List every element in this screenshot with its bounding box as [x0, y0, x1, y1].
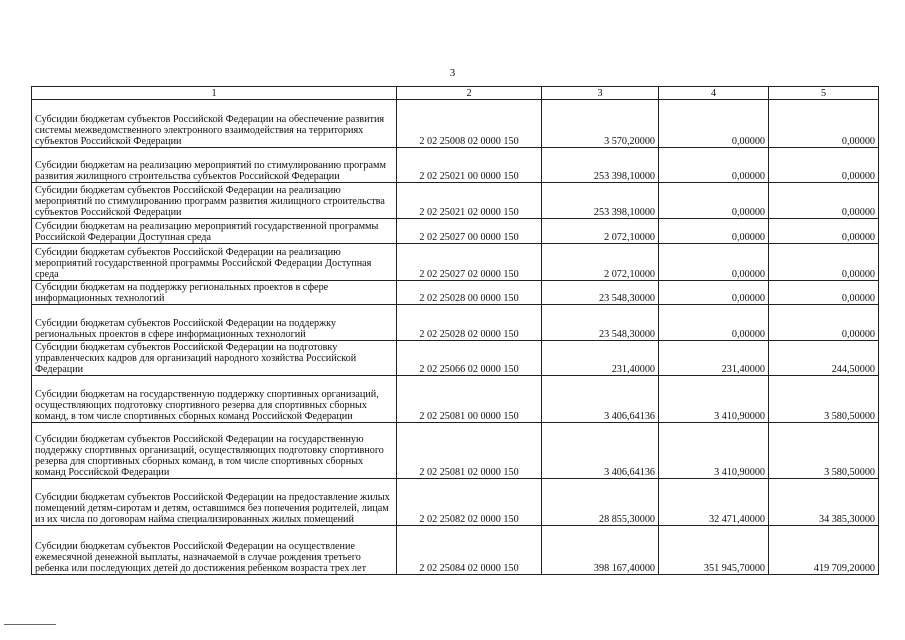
amount-col3-cell: 3 406,64136 [542, 376, 659, 423]
subsidy-name-cell: Субсидии бюджетам субъектов Российской Федерации на поддержку региональных проектов в сфере информационных технологий [32, 305, 397, 341]
amount-col5-cell: 0,00000 [769, 281, 879, 305]
table-row [32, 479, 879, 526]
amount-col4-cell: 0,00000 [659, 219, 769, 244]
amount-col4-cell: 351 945,70000 [659, 526, 769, 575]
budget-table [31, 86, 879, 575]
subsidy-name-cell: Субсидии бюджетам субъектов Российской Федерации на реализацию мероприятий по стимулированию программ развития жилищного строительства субъектов Российской Федерации [32, 183, 397, 219]
column-header: 4 [659, 87, 769, 100]
amount-col4-cell: 3 410,90000 [659, 376, 769, 423]
subsidy-name-cell: Субсидии бюджетам на реализацию мероприятий по стимулированию программ развития жилищного строительства субъектов Российской Федерации [32, 148, 397, 183]
amount-col5-cell: 0,00000 [769, 148, 879, 183]
amount-col5-cell: 0,00000 [769, 183, 879, 219]
amount-col5-cell: 419 709,20000 [769, 526, 879, 575]
budget-code-cell: 2 02 25028 02 0000 150 [397, 305, 542, 341]
subsidy-name-cell: Субсидии бюджетам субъектов Российской Федерации на обеспечение развития системы межведомственного электронного взаимодействия на территориях субъектов Российской Федерации [32, 100, 397, 148]
amount-col4-cell: 0,00000 [659, 100, 769, 148]
amount-col3-cell: 398 167,40000 [542, 526, 659, 575]
amount-col5-cell: 3 580,50000 [769, 423, 879, 479]
budget-code-cell: 2 02 25027 00 0000 150 [397, 219, 542, 244]
amount-col4-cell: 0,00000 [659, 183, 769, 219]
subsidy-name-cell: Субсидии бюджетам субъектов Российской Федерации на реализацию мероприятий государственной программы Российской Федерации Доступная среда [32, 244, 397, 281]
amount-col5-cell: 0,00000 [769, 244, 879, 281]
column-header: 5 [769, 87, 879, 100]
amount-col3-cell: 3 406,64136 [542, 423, 659, 479]
subsidy-name-cell: Субсидии бюджетам субъектов Российской Федерации на осуществление ежемесячной денежной выплаты, назначаемой в случае рождения третьего ребенка или последующих детей до достижения ребенком возраста трех лет [32, 526, 397, 575]
column-header: 2 [397, 87, 542, 100]
subsidy-name-cell: Субсидии бюджетам на поддержку региональных проектов в сфере информационных технологий [32, 281, 397, 305]
budget-code-cell: 2 02 25081 02 0000 150 [397, 423, 542, 479]
amount-col3-cell: 231,40000 [542, 341, 659, 376]
amount-col4-cell: 3 410,90000 [659, 423, 769, 479]
table-row [32, 526, 879, 575]
amount-col3-cell: 23 548,30000 [542, 305, 659, 341]
amount-col5-cell: 0,00000 [769, 100, 879, 148]
amount-col4-cell: 0,00000 [659, 244, 769, 281]
subsidy-name-cell: Субсидии бюджетам субъектов Российской Федерации на предоставление жилых помещений детям-сиротам и детям, оставшимся без попечения родителей, лицам из их числа по договорам найма специализированных жилых помещений [32, 479, 397, 526]
budget-code-cell: 2 02 25021 02 0000 150 [397, 183, 542, 219]
amount-col3-cell: 23 548,30000 [542, 281, 659, 305]
amount-col5-cell: 34 385,30000 [769, 479, 879, 526]
amount-col4-cell: 0,00000 [659, 148, 769, 183]
subsidy-name-cell: Субсидии бюджетам на государственную поддержку спортивных организаций, осуществляющих подготовку спортивного резерва для спортивных сборных команд, в том числе спортивных сборных команд Российской Федерации [32, 376, 397, 423]
amount-col3-cell: 28 855,30000 [542, 479, 659, 526]
subsidy-name-cell: Субсидии бюджетам на реализацию мероприятий государственной программы Российской Федерации Доступная среда [32, 219, 397, 244]
table-row [32, 148, 879, 183]
amount-col4-cell: 231,40000 [659, 341, 769, 376]
amount-col5-cell: 3 580,50000 [769, 376, 879, 423]
amount-col3-cell: 2 072,10000 [542, 219, 659, 244]
amount-col4-cell: 32 471,40000 [659, 479, 769, 526]
amount-col5-cell: 244,50000 [769, 341, 879, 376]
budget-code-cell: 2 02 25081 00 0000 150 [397, 376, 542, 423]
amount-col3-cell: 3 570,20000 [542, 100, 659, 148]
column-header: 3 [542, 87, 659, 100]
amount-col4-cell: 0,00000 [659, 305, 769, 341]
table-row [32, 305, 879, 341]
subsidy-name-cell: Субсидии бюджетам субъектов Российской Федерации на подготовку управленческих кадров для организаций народного хозяйства Российской Федерации [32, 341, 397, 376]
table-row [32, 281, 879, 305]
table-row [32, 183, 879, 219]
table-row [32, 244, 879, 281]
budget-code-cell: 2 02 25008 02 0000 150 [397, 100, 542, 148]
amount-col5-cell: 0,00000 [769, 305, 879, 341]
amount-col3-cell: 253 398,10000 [542, 148, 659, 183]
budget-code-cell: 2 02 25027 02 0000 150 [397, 244, 542, 281]
budget-code-cell: 2 02 25084 02 0000 150 [397, 526, 542, 575]
column-header: 1 [32, 87, 397, 100]
amount-col3-cell: 253 398,10000 [542, 183, 659, 219]
budget-code-cell: 2 02 25021 00 0000 150 [397, 148, 542, 183]
header-row [32, 87, 879, 100]
budget-code-cell: 2 02 25082 02 0000 150 [397, 479, 542, 526]
table-row [32, 341, 879, 376]
budget-code-cell: 2 02 25066 02 0000 150 [397, 341, 542, 376]
table-row [32, 219, 879, 244]
table-row [32, 376, 879, 423]
page-number: 3 [449, 67, 456, 79]
subsidy-name-cell: Субсидии бюджетам субъектов Российской Федерации на государственную поддержку спортивных организаций, осуществляющих подготовку спортивного резерва для спортивных сборных команд, в том числе спортивных сборных команд Российской Федерации [32, 423, 397, 479]
amount-col5-cell: 0,00000 [769, 219, 879, 244]
budget-code-cell: 2 02 25028 00 0000 150 [397, 281, 542, 305]
amount-col4-cell: 0,00000 [659, 281, 769, 305]
table-row [32, 423, 879, 479]
footnote-divider [4, 624, 56, 625]
table-row [32, 100, 879, 148]
amount-col3-cell: 2 072,10000 [542, 244, 659, 281]
